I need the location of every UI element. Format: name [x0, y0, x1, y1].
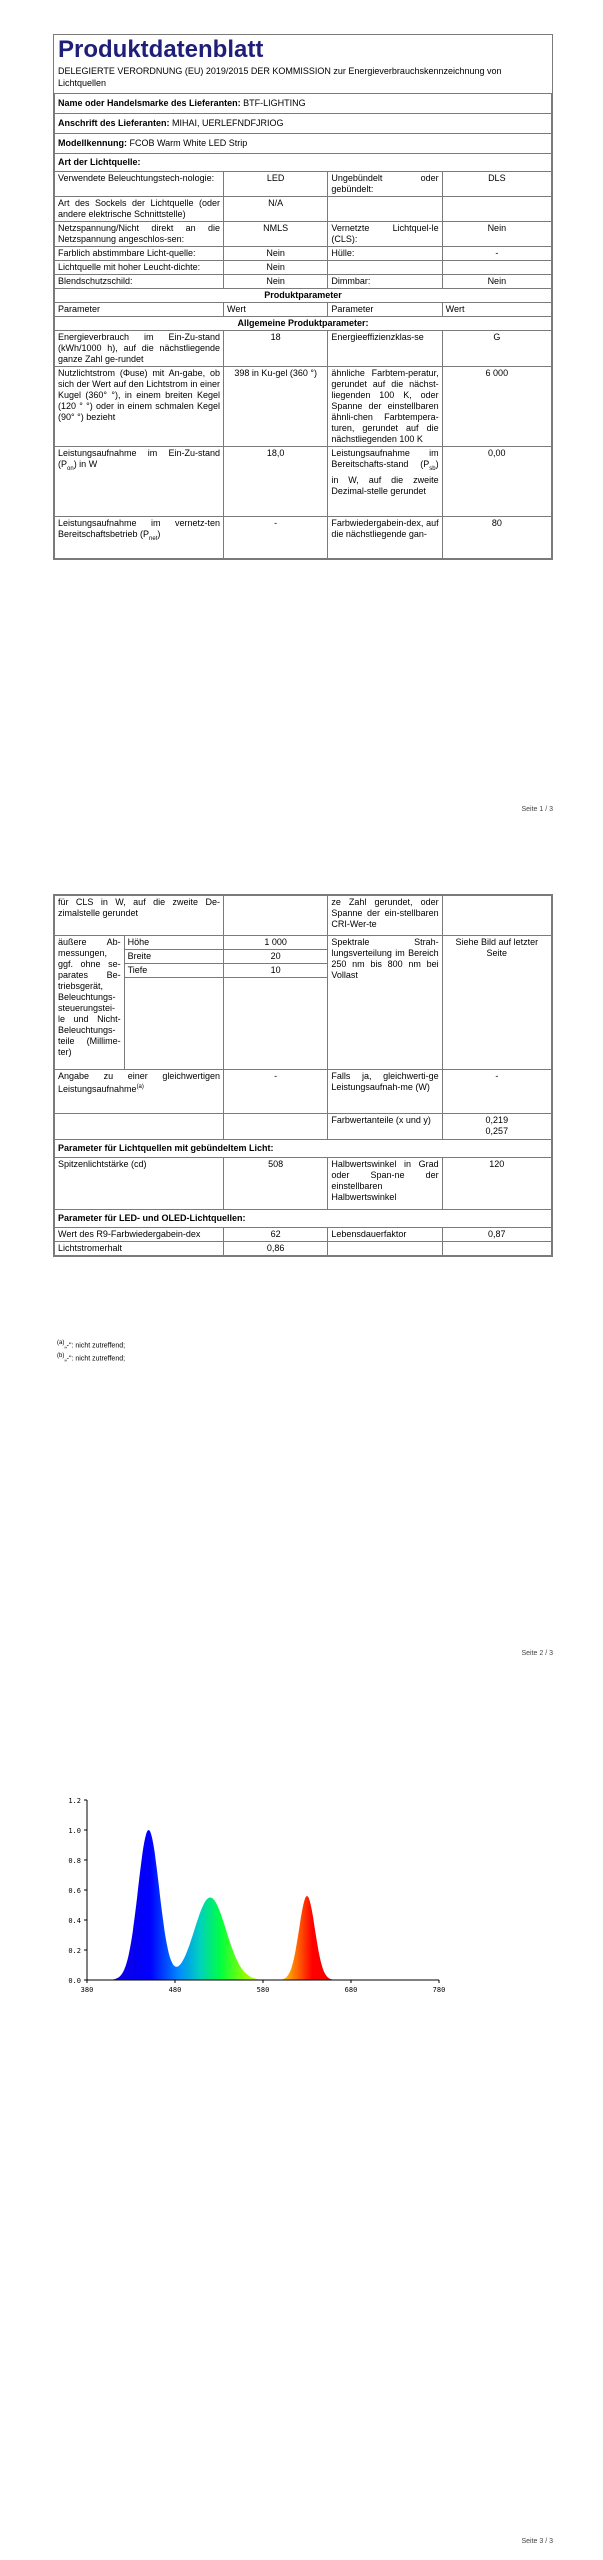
empty-cell: [442, 1242, 551, 1256]
param-row-l: Nutzlichtstrom (Φuse) mit An-gabe, ob sich der Wert auf den Lichtstrom in einer Kugel (360° °), in einem breiten Kegel (120 ° °) oder in einem schmalen Kegel (90° °) bezieht: [55, 367, 224, 447]
x-tick-label: 580: [256, 1986, 270, 1994]
datasheet-frame-page-1: [53, 34, 553, 560]
chromaticity-value: 0,219 0,257: [442, 1114, 551, 1140]
type-row-rv: -: [442, 247, 551, 261]
networked-standby-label-cont: für CLS in W, auf die zweite De-zimalstelle gerundet: [55, 896, 224, 936]
empty-cell: [223, 978, 327, 1070]
beam-angle-value: 120: [442, 1158, 551, 1210]
empty-cell: [124, 978, 223, 1070]
type-row-lv: Nein: [223, 261, 327, 275]
lumen-maintenance-value: 0,86: [223, 1242, 327, 1256]
beam-angle-label: Halbwertswinkel in Grad oder Span-ne der einstellbaren Halbwertswinkel: [328, 1158, 442, 1210]
type-row-l: Netzspannung/Nicht direkt an die Netzspannung angeschlos-sen:: [55, 222, 224, 247]
type-row-rv: DLS: [442, 172, 551, 197]
param-row-r: ähnliche Farbtem-peratur, gerundet auf die nächst-liegenden 100 K, oder Spanne der einstellbaren ähnli-chen Farbtempera-turen, gerundet auf die nächstliegenden 100 K: [328, 367, 442, 447]
directional-params-heading: Parameter für Lichtquellen mit gebündeltem Licht:: [55, 1140, 552, 1158]
networked-standby-label: Leistungsaufnahme im vernetz-ten Bereitschaftsbetrieb $(P_{net})$: [55, 517, 224, 559]
type-row-l: Blendschutzschild:: [55, 275, 224, 289]
empty-cell: [223, 896, 327, 936]
empty-cell: [223, 1114, 327, 1140]
lumen-maintenance-label: Lichtstromerhalt: [55, 1242, 224, 1256]
param-row-lv: 398 in Ku-gel (360 °): [223, 367, 327, 447]
type-row-rv: [442, 261, 551, 275]
y-tick-label: 0.0: [68, 1977, 81, 1985]
type-row-lv: N/A: [223, 197, 327, 222]
empty-cell: [55, 1114, 224, 1140]
type-row-rv: Nein: [442, 275, 551, 289]
chromaticity-label: Farbwertanteile (x und y): [328, 1114, 442, 1140]
datasheet-frame-page-2: [53, 894, 553, 1257]
col-header-value-2: Wert: [442, 303, 551, 317]
param-row-rv: G: [442, 331, 551, 367]
product-params-heading: Produktparameter: [55, 289, 552, 303]
type-row-r: Dimmbar:: [328, 275, 442, 289]
type-row-lv: LED: [223, 172, 327, 197]
page-1: [0, 0, 603, 820]
param-row-r: Energieeffizienzklas-se: [328, 331, 442, 367]
param-row: [55, 367, 552, 447]
type-row-r: Ungebündelt oder gebündelt:: [328, 172, 442, 197]
standby-power-label: Leistungsaufnahme im Bereitschafts-stand $(P_{sb})$ in W, auf die zweite Dezimal-stelle gerundet: [328, 447, 442, 517]
equiv-power-w-value: -: [442, 1070, 551, 1114]
equiv-power-value: -: [223, 1070, 327, 1114]
r9-value: 62: [223, 1228, 327, 1242]
address-row: Anschrift des Lieferanten: MIHAI, UERLEFNDFJRIOG: [55, 114, 552, 134]
col-header-parameter: Parameter: [55, 303, 224, 317]
param-row: [55, 331, 552, 367]
y-tick-label: 1.2: [68, 1797, 81, 1805]
type-row: [55, 275, 552, 289]
r9-label: Wert des R9-Farbwiedergabein-dex: [55, 1228, 224, 1242]
equiv-power-label: Angabe zu einer gleichwertigen Leistungsaufnahme$^{(a)}$: [55, 1070, 224, 1114]
spectrum-curve: [87, 1830, 439, 1980]
type-row-l: Farblich abstimmbare Licht-quelle:: [55, 247, 224, 261]
x-tick-label: 480: [168, 1986, 182, 1994]
dimensions-label: äußere Ab-messungen, ggf. ohne se-parates Be-triebsgerät, Beleuchtungs-steuerungstei-le und Nicht-Beleuchtungs-teile (Millime-ter): [55, 936, 125, 1070]
peak-intensity-label: Spitzenlichtstärke (cd): [55, 1158, 224, 1210]
model-row: Modellkennung: FCOB Warm White LED Strip: [55, 134, 552, 154]
page-number: Seite 3 / 3: [521, 2538, 553, 2545]
type-row-rv: Nein: [442, 222, 551, 247]
footnote-b: $^{(b)}$„-": nicht zutreffend;: [57, 1353, 126, 1363]
dim-height-value: 1 000: [223, 936, 327, 950]
dim-width-value: 20: [223, 950, 327, 964]
regulation-subtitle: DELEGIERTE VERORDNUNG (EU) 2019/2015 DER KOMMISSION zur Energieverbrauchskennzeichnung von Lichtquellen: [58, 66, 502, 88]
dim-width-key: Breite: [124, 950, 223, 964]
y-tick-label: 0.2: [68, 1947, 81, 1955]
cri-label-cont: ze Zahl gerundet, oder Spanne der ein-stellbaren CRI-Wer-te: [328, 896, 442, 936]
survival-factor-label: Lebensdauerfaktor: [328, 1228, 442, 1242]
param-row-l: Energieverbrauch im Ein-Zu-stand (kWh/1000 h), auf die nächstliegende ganze Zahl ge-rundet: [55, 331, 224, 367]
cri-value: 80: [442, 517, 551, 559]
x-tick-label: 380: [80, 1986, 94, 1994]
survival-factor-value: 0,87: [442, 1228, 551, 1242]
led-params-heading: Parameter für LED- und OLED-Lichtquellen:: [55, 1210, 552, 1228]
col-header-parameter-2: Parameter: [328, 303, 442, 317]
supplier-row: Name oder Handelsmarke des Lieferanten: BTF-LIGHTING: [55, 94, 552, 114]
footnotes: [55, 1338, 125, 1365]
cri-label: Farbwiedergabein-dex, auf die nächstliegende gan-: [328, 517, 442, 559]
type-row-l: Art des Sockels der Lichtquelle (oder andere elektrische Schnittstelle): [55, 197, 224, 222]
page-number: Seite 1 / 3: [521, 806, 553, 813]
y-tick-label: 0.6: [68, 1887, 81, 1895]
on-mode-power-label: Leistungsaufnahme im Ein-Zu-stand $(P_{on})$ in W: [55, 447, 224, 517]
empty-cell: [442, 896, 551, 936]
param-row-lv: 18: [223, 331, 327, 367]
type-row: [55, 247, 552, 261]
x-tick-label: 680: [344, 1986, 358, 1994]
light-source-type-heading: Art der Lichtquelle:: [55, 154, 552, 172]
general-params-heading: Allgemeine Produktparameter:: [55, 317, 552, 331]
type-row-r: Hülle:: [328, 247, 442, 261]
param-row-rv: 6 000: [442, 367, 551, 447]
datasheet-table-2: [54, 895, 552, 1256]
type-row: [55, 261, 552, 275]
type-row-r: Vernetzte Lichtquel-le (CLS):: [328, 222, 442, 247]
spectral-chart-svg: [55, 1790, 475, 2010]
networked-standby-value: -: [223, 517, 327, 559]
datasheet-table-1: [54, 93, 552, 559]
type-row-l: Lichtquelle mit hoher Leucht-dichte:: [55, 261, 224, 275]
type-row-l: Verwendete Beleuchtungstech-nologie:: [55, 172, 224, 197]
dim-height-key: Höhe: [124, 936, 223, 950]
peak-intensity-value: 508: [223, 1158, 327, 1210]
type-row: [55, 222, 552, 247]
standby-power-value: 0,00: [442, 447, 551, 517]
type-row: [55, 197, 552, 222]
y-tick-label: 1.0: [68, 1827, 81, 1835]
type-row-lv: Nein: [223, 275, 327, 289]
dim-depth-value: 10: [223, 964, 327, 978]
spectral-value: Siehe Bild auf letzter Seite: [442, 936, 551, 1070]
page-2: [0, 880, 603, 1660]
y-tick-label: 0.4: [68, 1917, 81, 1925]
type-row-lv: Nein: [223, 247, 327, 261]
type-row: [55, 172, 552, 197]
page-title: Produktdatenblatt: [58, 36, 264, 63]
type-row-lv: NMLS: [223, 222, 327, 247]
footnote-a: $^{(a)}$„-": nicht zutreffend;: [57, 1340, 126, 1350]
type-row-r: [328, 261, 442, 275]
type-row-rv: [442, 197, 551, 222]
on-mode-power-value: 18,0: [223, 447, 327, 517]
y-tick-label: 0.8: [68, 1857, 81, 1865]
empty-cell: [328, 1242, 442, 1256]
spectral-chart: [55, 1790, 475, 2010]
page-number: Seite 2 / 3: [521, 1650, 553, 1657]
col-header-value: Wert: [223, 303, 327, 317]
spectral-label: Spektrale Strah-lungsverteilung im Bereich 250 nm bis 800 nm bei Vollast: [328, 936, 442, 1070]
type-row-r: [328, 197, 442, 222]
dim-depth-key: Tiefe: [124, 964, 223, 978]
equiv-power-w-label: Falls ja, gleichwerti-ge Leistungsaufnah-me (W): [328, 1070, 442, 1114]
x-tick-label: 780: [432, 1986, 446, 1994]
